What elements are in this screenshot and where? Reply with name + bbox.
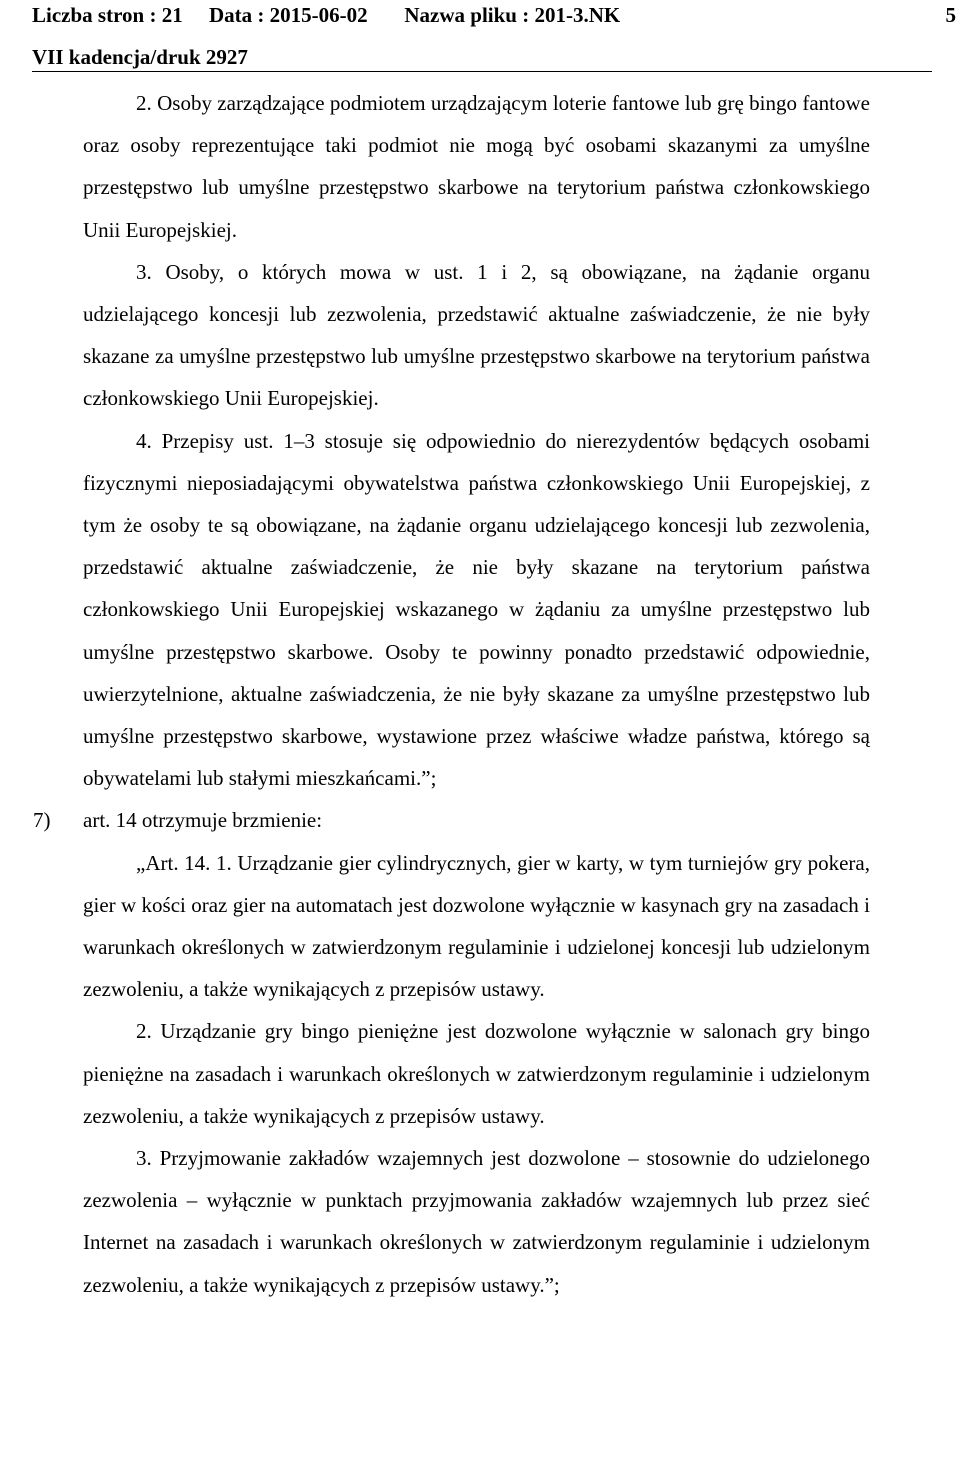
article-14-paragraph-2: 2. Urządzanie gry bingo pieniężne jest dozwolone wyłącznie w salonach gry bingo pieniężne na zasadach i warunkach określonych w zatwierdzonym regulaminie i udzielonym zezwoleniu, a także wynikających z przepisów ustawy. [83, 1019, 870, 1128]
filename-label: Nazwa pliku : [404, 3, 530, 27]
list-item-7-text: art. 14 otrzymuje brzmienie: [83, 808, 323, 833]
article-14-paragraph-3: 3. Przyjmowanie zakładów wzajemnych jest dozwolone – stosownie do udzielonego zezwolenia – wyłącznie w punktach przyjmowania zakładów wzajemnych lub przez sieć Internet na zasadach i warunkach określonych w zatwierdzonym regulaminie i udzielonym zezwoleniu, a także wynikających z przepisów ustawy.”; [83, 1146, 870, 1297]
list-item-7 [33, 799, 870, 841]
page-number: 5 [945, 3, 956, 27]
document-body [33, 82, 870, 1306]
filename-value: 201-3.NK [534, 3, 621, 27]
page-header [32, 2, 956, 69]
list-marker-7: 7) [33, 808, 51, 833]
header-subtitle: VII kadencja/druk 2927 [32, 45, 248, 69]
paragraph-3: 3. Osoby, o których mowa w ust. 1 i 2, są obowiązane, na żądanie organu udzielającego koncesji lub zezwolenia, przedstawić aktualne zaświadczenie, że nie były skazane za umyślne przestępstwo lub umyślne przestępstwo skarbowe na terytorium państwa członkowskiego Unii Europejskiej. [83, 259, 870, 411]
date-value: 2015-06-02 [269, 3, 368, 27]
header-metadata-line [32, 2, 620, 28]
pages-value: 21 [161, 3, 183, 27]
date-label: Data : [208, 3, 265, 27]
article-14-paragraph-1: „Art. 14. 1. Urządzanie gier cylindrycznych, gier w karty, w tym turniejów gry pokera, gier w kości oraz gier na automatach jest dozwolone wyłącznie w kasynach gry na zasadach i warunkach określonych w zatwierdzonym regulaminie i udzielonej koncesji lub udzielonym zezwoleniu, a także wynikających z przepisów ustawy. [83, 850, 870, 1002]
paragraph-2: 2. Osoby zarządzające podmiotem urządzającym loterie fantowe lub grę bingo fantowe oraz osoby reprezentujące taki podmiot nie mogą być osobami skazanymi za umyślne przestępstwo lub umyślne przestępstwo skarbowe na terytorium państwa członkowskiego Unii Europejskiej. [83, 91, 870, 242]
paragraph-4: 4. Przepisy ust. 1–3 stosuje się odpowiednio do nierezydentów będących osobami fizycznymi nieposiadającymi obywatelstwa państwa członkowskiego Unii Europejskiej, z tym że osoby te są obowiązane, na żądanie organu udzielającego koncesji lub zezwolenia, przedstawić aktualne zaświadczenie, że nie były skazane na terytorium państwa członkowskiego Unii Europejskiej wskazanego w żądaniu za umyślne przestępstwo lub umyślne przestępstwo skarbowe. Osoby te powinny ponadto przedstawić odpowiednie, uwierzytelnione, aktualne zaświadczenia, że nie były skazane za umyślne przestępstwo lub umyślne przestępstwo skarbowe, wystawione przez właściwe władze państwa, którego są obywatelami lub stałymi mieszkańcami.”; [83, 428, 870, 791]
pages-label: Liczba stron : [32, 3, 157, 27]
header-divider [32, 71, 932, 72]
